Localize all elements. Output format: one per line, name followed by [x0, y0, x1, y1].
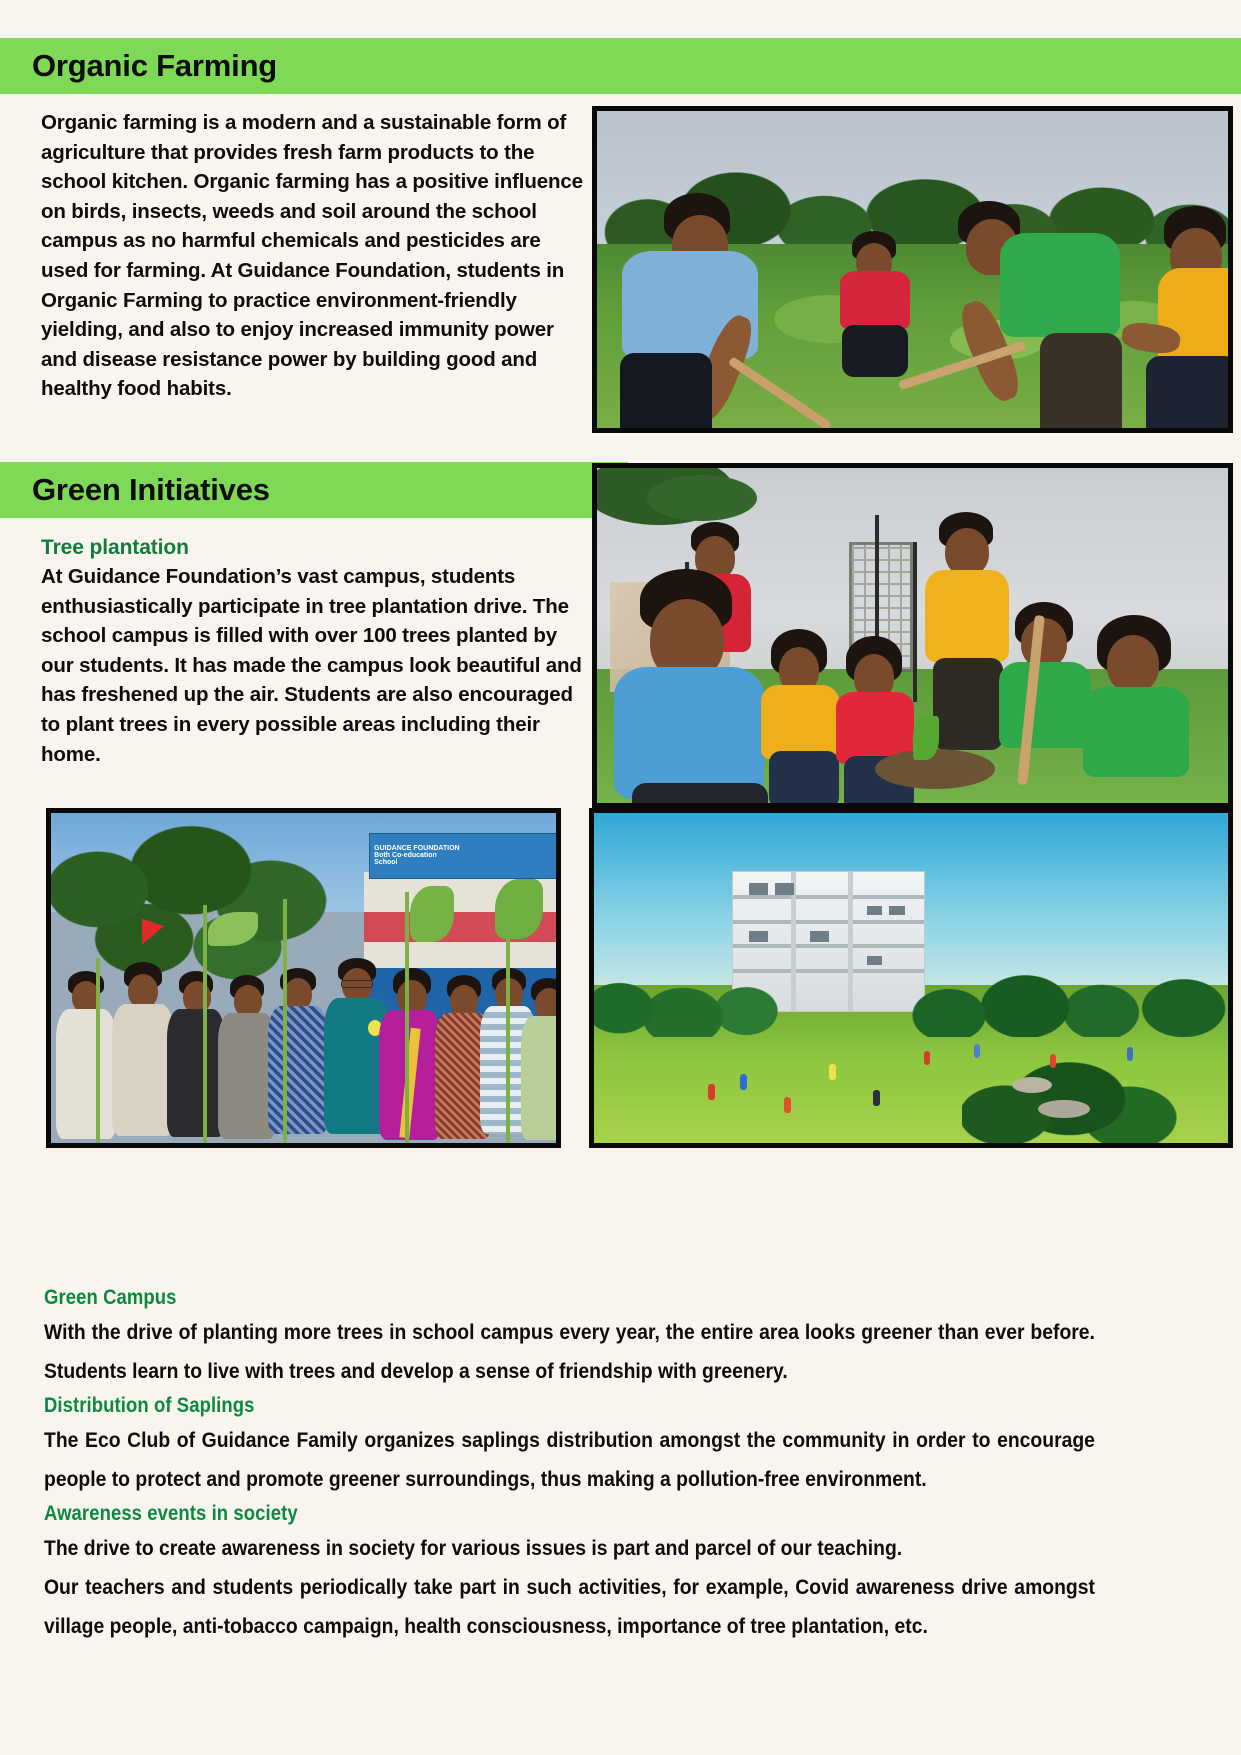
photo-tree-plantation-content — [597, 468, 1228, 803]
signboard-line-2: Both Co-education — [374, 852, 437, 860]
student-kneeling-green-right — [1077, 615, 1197, 803]
child-figure — [740, 1074, 747, 1090]
subheading-distribution-of-saplings: Distribution of Saplings — [44, 1394, 255, 1417]
person-1 — [56, 971, 118, 1143]
sapling-stem — [405, 892, 409, 1143]
child-figure — [708, 1084, 715, 1100]
person-8 — [521, 978, 556, 1143]
paragraph-distribution-of-saplings: The Eco Club of Guidance Family organizes saplings distribution amongst the community in order to encourage people to protect and promote greener surroundings, thus making a pollution-free environment. — [44, 1428, 1095, 1491]
photo-green-campus — [589, 808, 1233, 1148]
child-figure — [1127, 1047, 1133, 1061]
photo-organic-farming-content — [597, 111, 1228, 428]
foreground-bush — [962, 1044, 1178, 1143]
signboard-line-3: School — [374, 859, 398, 867]
tree-branch — [647, 475, 757, 521]
person-2 — [112, 962, 176, 1144]
paragraph-awareness-events-line2: Our teachers and students periodically take part in such activities, for example, Covid awareness drive amongst village people, anti-tobacco campaign, health consciousness, importance of tree plantation, etc. — [44, 1575, 1095, 1638]
soil-mound — [875, 749, 995, 789]
child-figure — [873, 1090, 880, 1106]
photo-sapling-distribution-content — [51, 813, 556, 1143]
child-figure — [784, 1097, 791, 1113]
sapling-stem — [283, 899, 287, 1143]
person-teacher-female — [379, 968, 443, 1143]
eyeglasses — [341, 980, 373, 988]
student-red-shirt — [830, 231, 926, 364]
section-header-organic-farming — [0, 38, 1241, 94]
photo-green-campus-content — [594, 813, 1228, 1143]
child-figure — [829, 1064, 836, 1080]
photo-tree-plantation — [592, 463, 1233, 808]
sapling-stem — [96, 958, 100, 1143]
subheading-green-campus: Green Campus — [44, 1286, 177, 1309]
subheading-tree-plantation: Tree plantation — [41, 536, 189, 559]
tree-belt — [594, 965, 1228, 1038]
child-figure — [1050, 1054, 1056, 1068]
child-figure — [924, 1051, 930, 1065]
student-blue-shirt — [616, 193, 796, 428]
bottom-text-block — [44, 1283, 1096, 1646]
signboard-line-1: GUIDANCE FOUNDATION — [374, 845, 460, 853]
sapling — [913, 716, 939, 760]
photo-organic-farming — [592, 106, 1233, 433]
paragraph-green-campus: With the drive of planting more trees in school campus every year, the entire area looks greener than ever before. Students learn to live with trees and develop a sense of friendship with greenery. — [44, 1320, 1095, 1383]
school-signboard — [369, 833, 556, 879]
section-header-green-initiatives — [0, 462, 628, 518]
paragraph-awareness-events-line1: The drive to create awareness in society for various issues is part and parcel of our teaching. — [44, 1536, 903, 1560]
student-yellow-shirt — [1140, 206, 1228, 422]
person-5 — [268, 968, 330, 1143]
sapling-stem — [203, 905, 207, 1143]
section-title-green-initiatives: Green Initiatives — [32, 472, 270, 507]
paragraph-tree-plantation: At Guidance Foundation’s vast campus, students enthusiastically participate in tree plantation drive. The school campus is filled with over 100 trees planted by our students. It has made the campus look beautiful and has freshened up the air. Students are also encouraged to plant trees in every possible areas including their home. — [41, 565, 582, 766]
paragraph-organic-farming: Organic farming is a modern and a sustainable form of agriculture that provides fresh farm products to the school kitchen. Organic farming has a positive influence on birds, insects, weeds and soil around the school campus as no harmful chemicals and pesticides are used for farming. At Guidance Foundation, students in Organic Farming to practice environment-friendly yielding, and also to enjoy increased immunity power and disease resistance power by building good and healthy food habits. — [41, 111, 583, 401]
section-title-organic-farming: Organic Farming — [32, 48, 278, 83]
sapling-leaf — [410, 886, 454, 942]
ground-patch — [1038, 1100, 1090, 1118]
student-green-shirt — [944, 193, 1124, 421]
child-figure — [974, 1044, 980, 1058]
photo-sapling-distribution — [46, 808, 561, 1148]
subheading-awareness-events: Awareness events in society — [44, 1502, 298, 1525]
